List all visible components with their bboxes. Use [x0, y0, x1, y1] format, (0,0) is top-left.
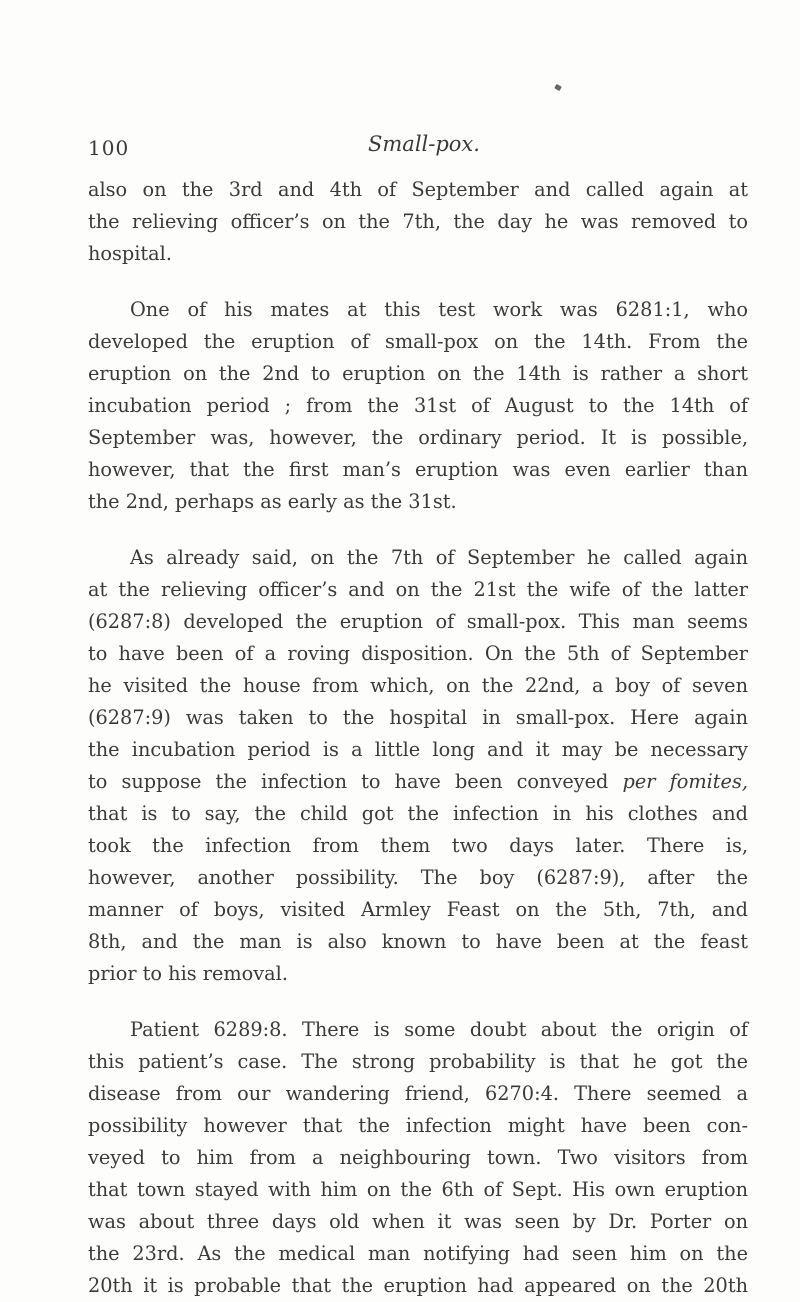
- text-line: developed the eruption of small-pox on the 14th. From the: [88, 330, 748, 353]
- text-line: As already said, on the 7th of September he called again: [130, 546, 748, 569]
- text-line: September was, however, the ordinary period. It is possible,: [88, 426, 748, 449]
- text-line-with-italic: [88, 766, 748, 798]
- page-blemish: [554, 84, 562, 91]
- text-line: disease from our wandering friend, 6270:4. There seemed a: [88, 1082, 748, 1105]
- text-line: the incubation period is a little long and it may be necessary: [88, 738, 748, 761]
- text-line: however, another possibility. The boy (6287:9), after the: [88, 866, 748, 889]
- text-line: the 23rd. As the medical man notifying had seen him on the: [88, 1242, 748, 1265]
- paragraph-4: [88, 1014, 748, 1302]
- text-line: he visited the house from which, on the 22nd, a boy of seven: [88, 674, 748, 697]
- text-line: (6287:9) was taken to the hospital in small-pox. Here again: [88, 706, 748, 729]
- text-line: however, that the first man’s eruption was even earlier than: [88, 458, 748, 481]
- text-line: One of his mates at this test work was 6281:1, who: [130, 298, 748, 321]
- running-title: Small-pox.: [368, 132, 480, 156]
- text-line: possibility however that the infection might have been con-: [88, 1114, 748, 1137]
- text-line: 20th it is probable that the eruption had appeared on the 20th: [88, 1274, 748, 1297]
- paragraph-1: [88, 174, 748, 270]
- text-line: that is to say, the child got the infection in his clothes and: [88, 802, 748, 825]
- body-text: [88, 174, 748, 1302]
- italic-phrase: per fomites,: [622, 770, 748, 793]
- text-line: at the relieving officer’s and on the 21st the wife of the latter: [88, 578, 748, 601]
- paragraph-3: [88, 542, 748, 990]
- text-line: the relieving officer’s on the 7th, the day he was removed to: [88, 210, 748, 233]
- text-line: Patient 6289:8. There is some doubt about the origin of: [130, 1018, 748, 1041]
- text-line: hospital.: [88, 242, 172, 265]
- paragraph-2: [88, 294, 748, 518]
- text-line: was about three days old when it was seen by Dr. Porter on: [88, 1210, 748, 1233]
- text-line: (6287:8) developed the eruption of small-pox. This man seems: [88, 610, 748, 633]
- text-line: 8th, and the man is also known to have been at the feast: [88, 930, 748, 953]
- text-line: to have been of a roving disposition. On the 5th of September: [88, 642, 748, 665]
- text-line: incubation period ; from the 31st of August to the 14th of: [88, 394, 748, 417]
- text-line: manner of boys, visited Armley Feast on the 5th, 7th, and: [88, 898, 748, 921]
- text-line: this patient’s case. The strong probability is that he got the: [88, 1050, 748, 1073]
- text-line: the 2nd, perhaps as early as the 31st.: [88, 490, 457, 513]
- text-line: veyed to him from a neighbouring town. Two visitors from: [88, 1146, 748, 1169]
- running-head: [88, 132, 748, 166]
- text-line: eruption on the 2nd to eruption on the 14th is rather a short: [88, 362, 748, 385]
- page-number: 100: [88, 136, 130, 160]
- text-line: prior to his removal.: [88, 962, 288, 985]
- book-page: [88, 132, 748, 1302]
- text-segment: to suppose the infection to have been conveyed: [88, 770, 609, 793]
- text-line: took the infection from them two days later. There is,: [88, 834, 748, 857]
- text-line: also on the 3rd and 4th of September and called again at: [88, 178, 748, 201]
- text-line: that town stayed with him on the 6th of Sept. His own eruption: [88, 1178, 748, 1201]
